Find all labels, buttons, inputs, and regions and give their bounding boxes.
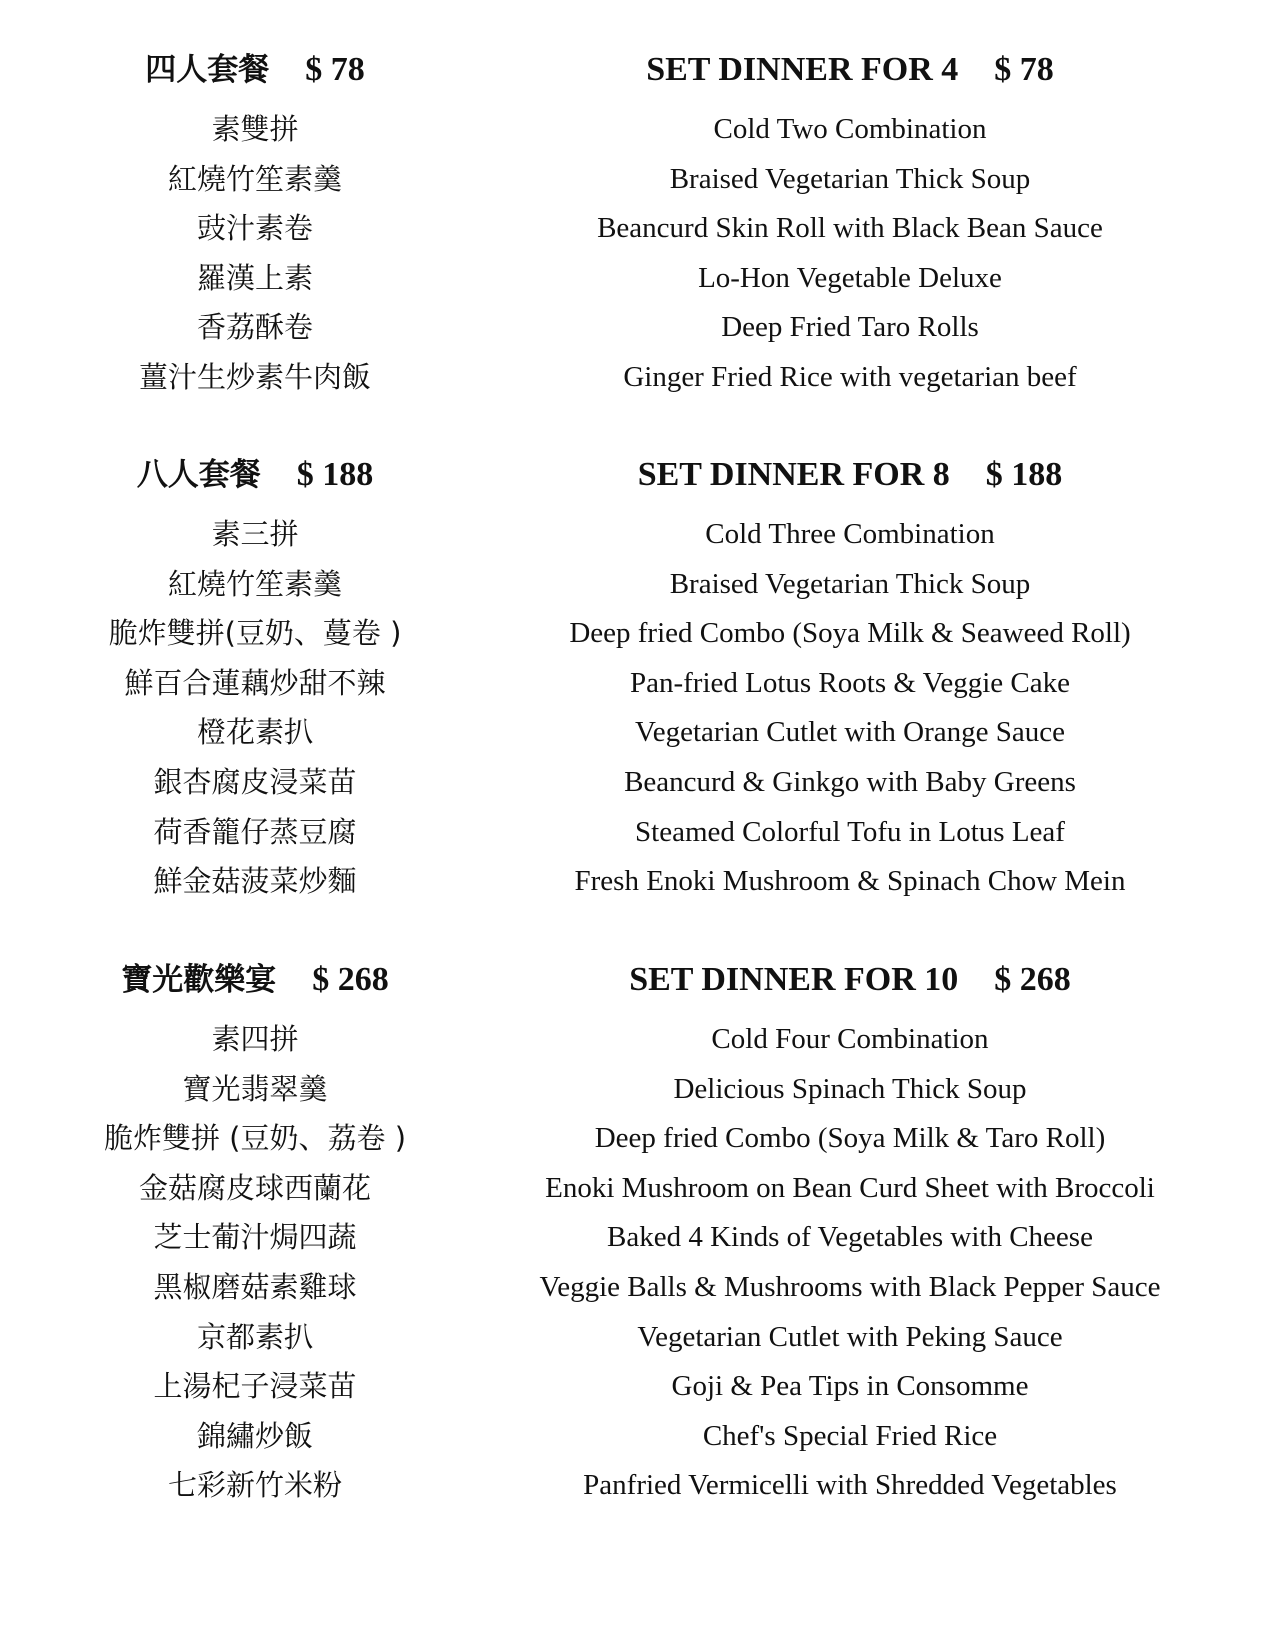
dish-name-english: Goji & Pea Tips in Consomme <box>671 1370 1029 1403</box>
dish-name-english: Steamed Colorful Tofu in Lotus Leaf <box>635 815 1065 848</box>
menu-item <box>0 1212 1275 1262</box>
dish-name-english: Braised Vegetarian Thick Soup <box>669 162 1031 195</box>
price-zh: $ 188 <box>296 456 374 493</box>
dish-name-chinese: 黑椒磨菇素雞球 <box>153 1270 357 1304</box>
menu-item <box>0 559 1275 609</box>
title-zh: 四人套餐 <box>145 52 270 88</box>
dish-name-chinese: 脆炸雙拼(豆奶、蔓卷 ) <box>108 616 402 651</box>
menu-item <box>0 1163 1275 1213</box>
dish-name-chinese: 香荔酥卷 <box>196 310 313 345</box>
menu-item <box>0 203 1275 253</box>
dish-name-english: Veggie Balls & Mushrooms with Black Pepper Sauce <box>539 1271 1161 1303</box>
dish-name-chinese: 紅燒竹笙素羹 <box>167 161 342 196</box>
dish-name-chinese: 素雙拼 <box>211 112 299 146</box>
dish-name-chinese: 京都素扒 <box>196 1319 313 1354</box>
dish-name-english: Deep fried Combo (Soya Milk & Seaweed Roll) <box>569 617 1131 650</box>
section-title-chinese <box>60 453 450 497</box>
menu-item <box>0 1460 1275 1510</box>
title-zh: 寶光歡樂宴 <box>121 962 277 998</box>
menu-item <box>0 757 1275 807</box>
menu-item <box>0 1411 1275 1461</box>
dish-name-english: Braised Vegetarian Thick Soup <box>669 567 1031 600</box>
dish-name-chinese: 鮮金菇菠菜炒麵 <box>153 864 357 899</box>
menu-item <box>0 1262 1275 1312</box>
menu-item <box>0 658 1275 708</box>
section-title-english <box>520 453 1180 497</box>
dish-name-chinese: 薑汁生炒素牛肉飯 <box>138 360 371 394</box>
menu-item <box>0 154 1275 204</box>
dish-name-chinese: 銀杏腐皮浸菜苗 <box>153 765 357 799</box>
dish-name-chinese: 素四拼 <box>211 1022 299 1056</box>
price-en: $ 78 <box>994 51 1054 88</box>
dish-name-chinese: 荷香籠仔蒸豆腐 <box>153 814 357 849</box>
menu-item <box>0 302 1275 352</box>
dish-name-chinese: 羅漢上素 <box>196 260 313 295</box>
menu-item <box>0 707 1275 757</box>
dish-name-english: Vegetarian Cutlet with Orange Sauce <box>634 716 1065 749</box>
dish-name-english: Deep fried Combo (Soya Milk & Taro Roll) <box>594 1122 1106 1155</box>
dish-name-chinese: 脆炸雙拼 (豆奶、荔卷 ) <box>103 1121 407 1156</box>
menu-item <box>0 253 1275 303</box>
dish-name-chinese: 錦繡炒飯 <box>196 1418 313 1453</box>
title-zh: 八人套餐 <box>136 457 261 493</box>
menu-item <box>0 1361 1275 1411</box>
section-title-chinese <box>60 48 450 92</box>
dish-name-chinese: 豉汁素卷 <box>196 211 313 246</box>
dish-name-chinese: 上湯杞子浸菜苗 <box>153 1369 357 1404</box>
menu-item <box>0 1014 1275 1064</box>
dish-name-chinese: 寶光翡翠羹 <box>182 1071 328 1106</box>
dish-name-english: Ginger Fried Rice with vegetarian beef <box>623 361 1077 393</box>
dish-name-english: Lo-Hon Vegetable Deluxe <box>698 261 1002 294</box>
menu-item <box>0 104 1275 154</box>
dish-name-english: Cold Four Combination <box>711 1023 989 1055</box>
price-en: $ 188 <box>985 456 1063 493</box>
menu-item <box>0 509 1275 559</box>
dish-name-english: Cold Two Combination <box>713 113 987 145</box>
dish-name-english: Pan-fried Lotus Roots & Veggie Cake <box>629 666 1071 699</box>
menu-item <box>0 856 1275 906</box>
dish-name-chinese: 紅燒竹笙素羹 <box>167 566 342 601</box>
dish-name-english: Baked 4 Kinds of Vegetables with Cheese <box>607 1221 1093 1254</box>
title-en: SET DINNER FOR 10 <box>629 961 959 998</box>
menu-item <box>0 1312 1275 1362</box>
dish-name-chinese: 橙花素扒 <box>196 715 313 750</box>
menu-item <box>0 352 1275 402</box>
dish-name-chinese: 金菇腐皮球西蘭花 <box>138 1170 371 1205</box>
menu-item <box>0 1113 1275 1163</box>
menu-item <box>0 807 1275 857</box>
title-en: SET DINNER FOR 4 <box>646 51 959 88</box>
dish-name-english: Beancurd & Ginkgo with Baby Greens <box>624 766 1076 798</box>
price-zh: $ 268 <box>312 961 389 998</box>
price-en: $ 268 <box>994 961 1071 998</box>
section-title-english <box>520 958 1180 1002</box>
dish-name-english: Beancurd Skin Roll with Black Bean Sauce <box>597 212 1103 245</box>
dish-name-english: Enoki Mushroom on Bean Curd Sheet with Broccoli <box>545 1171 1155 1204</box>
price-zh: $ 78 <box>305 51 365 88</box>
dish-name-chinese: 芝士葡汁焗四蔬 <box>153 1220 357 1255</box>
menu-item <box>0 608 1275 658</box>
dish-name-english: Chef's Special Fried Rice <box>702 1419 998 1452</box>
dish-name-english: Delicious Spinach Thick Soup <box>673 1072 1027 1105</box>
menu-item <box>0 1064 1275 1114</box>
dish-name-english: Vegetarian Cutlet with Peking Sauce <box>637 1320 1063 1353</box>
dish-name-chinese: 鮮百合蓮藕炒甜不辣 <box>124 665 386 700</box>
dish-name-english: Panfried Vermicelli with Shredded Vegetables <box>583 1469 1117 1502</box>
dish-name-chinese: 素三拼 <box>211 517 299 551</box>
dish-name-english: Fresh Enoki Mushroom & Spinach Chow Mein <box>574 865 1126 898</box>
dish-name-chinese: 七彩新竹米粉 <box>167 1468 342 1503</box>
dish-name-english: Cold Three Combination <box>705 518 995 550</box>
dish-name-english: Deep Fried Taro Rolls <box>721 311 979 344</box>
section-title-english <box>520 48 1180 92</box>
section-title-chinese <box>60 958 450 1002</box>
title-en: SET DINNER FOR 8 <box>637 456 950 493</box>
